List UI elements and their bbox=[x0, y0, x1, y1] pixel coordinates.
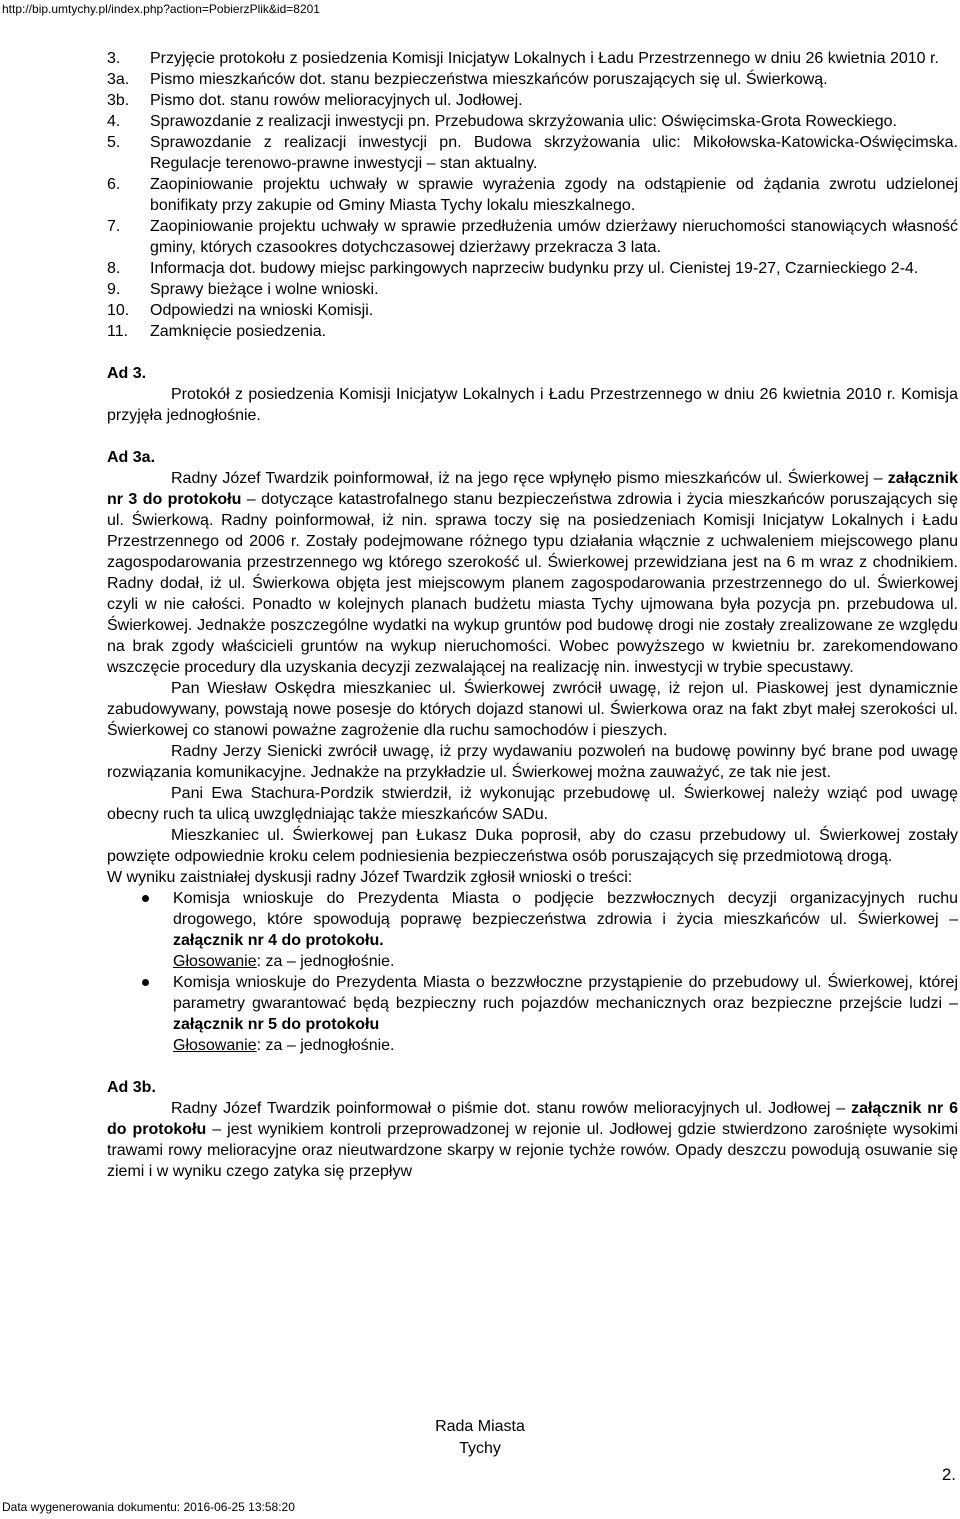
agenda-text: Zaopiniowanie projektu uchwały w sprawie przedłużenia umów dzierżawy nieruchomości stanowiących własność gminy, których czasookres dotychczasowej dzierżawy przekracza 3 lata. bbox=[150, 218, 958, 256]
vote-result: : za – jednogłośnie. bbox=[256, 1037, 395, 1054]
document-body bbox=[107, 48, 958, 1182]
agenda-number: 3. bbox=[107, 50, 121, 67]
agenda-number: 5. bbox=[107, 134, 121, 151]
generation-date-footer: Data wygenerowania dokumentu: 2016-06-25 13:58:20 bbox=[2, 1500, 295, 1514]
agenda-number: 10. bbox=[107, 302, 130, 319]
signature-line-1: Rada Miasta bbox=[435, 1418, 525, 1435]
agenda-item bbox=[107, 216, 958, 258]
ad3a-paragraph-2: Pan Wiesław Oskędra mieszkaniec ul. Świerkowej zwrócił uwagę, iż rejon ul. Piaskowej jest dynamicznie zabudowywany, powstają nowe posesje do których dojazd stanowi ul. Świerkowa oraz na fakt zbyt małej szerokości ul. Świerkowej co stanowi poważne zagrożenie dla ruchu samochodów i pieszych. bbox=[107, 680, 958, 739]
vote-label: Głosowanie bbox=[173, 1037, 257, 1054]
agenda-number: 3b. bbox=[107, 92, 130, 109]
agenda-item bbox=[107, 174, 958, 216]
agenda-item bbox=[107, 258, 958, 279]
attachment-reference: załącznik nr 6 do protokołu bbox=[107, 1100, 959, 1138]
agenda-number: 7. bbox=[107, 218, 121, 235]
agenda-item bbox=[107, 90, 958, 111]
agenda-number: 11. bbox=[107, 323, 129, 340]
section-heading-ad3: Ad 3. bbox=[107, 365, 147, 382]
signature-block bbox=[0, 1416, 960, 1460]
motion-list bbox=[107, 888, 958, 1056]
ad3a-paragraph-5: Mieszkaniec ul. Świerkowej pan Łukasz Duka poprosił, aby do czasu przebudowy ul. Świerkowej zostały powzięte odpowiednie kroku celem podniesienia bezpieczeństwa osób poruszających się przedmiotową drogą. bbox=[107, 827, 958, 865]
agenda-item bbox=[107, 48, 958, 69]
ad3a-paragraph-1: Radny Józef Twardzik poinformował, iż na jego ręce wpłynęło pismo mieszkańców ul. Świerkowej – załącznik nr 3 do protokołu – dotyczące katastrofalnego stanu bezpieczeństwa zdrowia i życia mieszkańców poruszających się ul. Świerkową. Radny poinformował, iż nin. sprawa toczy się na posiedzeniach Komisji Inicjatyw Lokalnych i Ładu Przestrzennego od 2006 r. Zostały podejmowane różnego typu działania włącznie z uchwaleniem miejscowego planu zagospodarowania przestrzennego wg którego szerokość ul. Świerkowej przewidziana jest na 6 m wraz z chodnikiem. Radny dodał, iż ul. Świerkowa objęta jest miejscowym planem zagospodarowania przestrzennego do ul. Świerkowej czyli w nie całości. Ponadto w kolejnych planach budżetu miasta Tychy ujmowana była pozycja pn. przebudowa ul. Świerkowej. Jednakże poszczególne wydatki na wykup gruntów pod budowę drogi nie zostały zrealizowane ze względu na brak zgody właścicieli gruntów na wykup nieruchomości. Wobec powyższego w kwietniu br. zarekomendowano wszczęcie procedury dla uzyskania decyzji zezwalającej na realizację nin. inwestycji w trybie specustawy. bbox=[107, 470, 959, 676]
vote-label: Głosowanie bbox=[173, 953, 257, 970]
ad3a-paragraph-4: Pani Ewa Stachura-Pordzik stwierdził, iż wykonując przebudowę ul. Świerkowej należy wziąć pod uwagę obecny ruch ta ulicą uwzględniając także mieszkańców SADu. bbox=[107, 785, 958, 823]
agenda-text: Odpowiedzi na wnioski Komisji. bbox=[150, 302, 374, 319]
motion-item: Komisja wnioskuje do Prezydenta Miasta o podjęcie bezzwłocznych decyzji organizacyjnych ruchu drogowego, które spowodują poprawę bezpieczeństwa zdrowia i życia mieszkańców ul. Świerkowej – załącznik nr 4 do protokołu. Głosowanie: za – jednogłośnie. bbox=[107, 888, 958, 972]
agenda-text: Pismo dot. stanu rowów melioracyjnych ul. Jodłowej. bbox=[150, 92, 523, 109]
agenda-number: 4. bbox=[107, 113, 121, 130]
agenda-item bbox=[107, 132, 958, 174]
section-heading-ad3a: Ad 3a. bbox=[107, 449, 156, 466]
agenda-number: 3a. bbox=[107, 71, 130, 88]
source-url: http://bip.umtychy.pl/index.php?action=PobierzPlik&id=8201 bbox=[2, 2, 320, 16]
agenda-item bbox=[107, 300, 958, 321]
agenda-text: Zaopiniowanie projektu uchwały w sprawie wyrażenia zgody na odstąpienie od żądania zwrotu udzielonej bonifikaty przy zakupie od Gminy Miasta Tychy lokalu mieszkalnego. bbox=[150, 176, 958, 214]
vote-result: : za – jednogłośnie. bbox=[256, 953, 395, 970]
attachment-reference: załącznik nr 4 do protokołu. bbox=[173, 932, 384, 949]
attachment-reference: załącznik nr 5 do protokołu bbox=[173, 1016, 380, 1033]
agenda-text: Przyjęcie protokołu z posiedzenia Komisji Inicjatyw Lokalnych i Ładu Przestrzennego w dniu 26 kwietnia 2010 r. bbox=[150, 50, 939, 67]
agenda-text: Zamknięcie posiedzenia. bbox=[150, 323, 327, 340]
agenda-text: Sprawozdanie z realizacji inwestycji pn. Przebudowa skrzyżowania ulic: Oświęcimska-Grota Roweckiego. bbox=[150, 113, 897, 130]
agenda-list bbox=[107, 48, 958, 342]
ad3-paragraph: Protokół z posiedzenia Komisji Inicjatyw Lokalnych i Ładu Przestrzennego w dniu 26 kwietnia 2010 r. Komisja przyjęła jednogłośnie. bbox=[107, 386, 958, 424]
attachment-reference: załącznik nr 3 do protokołu bbox=[107, 470, 958, 508]
bullet-icon bbox=[142, 895, 149, 902]
ad3a-paragraph-3: Radny Jerzy Sienicki zwrócił uwagę, iż przy wydawaniu pozwoleń na budowę powinny być brane pod uwagę rozwiązania komunikacyjne. Jednakże na przykładzie ul. Świerkowej można zauważyć, ze tak nie jest. bbox=[107, 743, 958, 781]
agenda-item bbox=[107, 279, 958, 300]
agenda-text: Sprawy bieżące i wolne wnioski. bbox=[150, 281, 379, 298]
section-heading-ad3b: Ad 3b. bbox=[107, 1079, 156, 1096]
agenda-text: Informacja dot. budowy miejsc parkingowych naprzeciw budynku przy ul. Cienistej 19-27, Czarnieckiego 2-4. bbox=[150, 260, 919, 277]
signature-line-2: Tychy bbox=[459, 1440, 501, 1457]
agenda-number: 8. bbox=[107, 260, 121, 277]
page-number: 2. bbox=[941, 1465, 956, 1484]
agenda-number: 6. bbox=[107, 176, 121, 193]
agenda-item bbox=[107, 111, 958, 132]
motion-item: Komisja wnioskuje do Prezydenta Miasta o bezzwłoczne przystąpienie do przebudowy ul. Świerkowej, której parametry gwarantować będą bezpieczny ruch pojazdów mechanicznych oraz bezpieczne przejście ludzi – załącznik nr 5 do protokołu Głosowanie: za – jednogłośnie. bbox=[107, 972, 958, 1056]
agenda-item bbox=[107, 69, 958, 90]
bullet-icon bbox=[142, 979, 149, 986]
agenda-item bbox=[107, 321, 958, 342]
ad3a-paragraph-6: W wyniku zaistniałej dyskusji radny Józef Twardzik zgłosił wnioski o treści: bbox=[107, 869, 633, 886]
agenda-text: Sprawozdanie z realizacji inwestycji pn. Budowa skrzyżowania ulic: Mikołowska-Katowicka-Oświęcimska. Regulacje terenowo-prawne inwestycji – stan aktualny. bbox=[150, 134, 958, 172]
ad3b-paragraph: Radny Józef Twardzik poinformował o piśmie dot. stanu rowów melioracyjnych ul. Jodłowej – załącznik nr 6 do protokołu – jest wynikiem kontroli przeprowadzonej w rejonie ul. Jodłowej gdzie stwierdzono zarośnięte wysokimi trawami rowy melioracyjne oraz nieutwardzone skarpy w rejonie tychże rowów. Opady deszczu powodują osuwanie się ziemi i w wyniku czego zatyka się przepływ bbox=[107, 1100, 959, 1180]
agenda-text: Pismo mieszkańców dot. stanu bezpieczeństwa mieszkańców poruszających się ul. Świerkową. bbox=[150, 71, 828, 88]
agenda-number: 9. bbox=[107, 281, 121, 298]
